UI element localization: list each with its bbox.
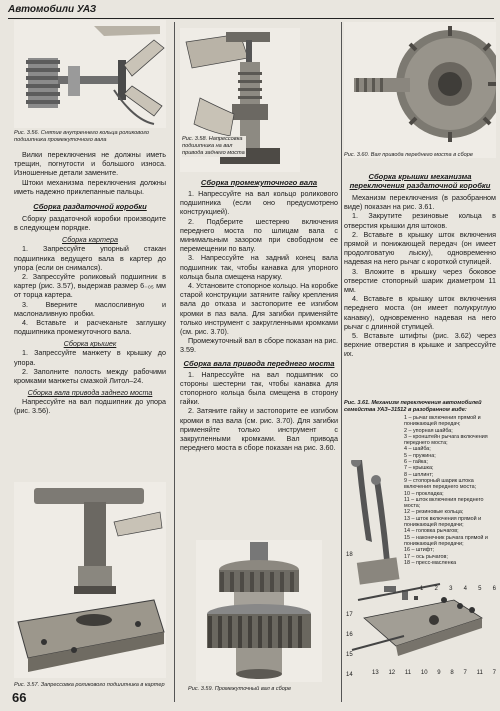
callout-label: 9 <box>437 670 441 676</box>
callout-label: 5 <box>478 586 482 592</box>
paragraph: 2. Заполните полость между рабочими кромками манжеты смазкой Литол–24. <box>14 366 166 386</box>
callout-label: 7 <box>463 670 467 676</box>
callout-label: 12 <box>388 670 396 676</box>
legend-item: 5 – пружина; <box>404 452 436 459</box>
paragraph: 1. Запрессуйте манжету в крышку до упора. <box>14 348 166 367</box>
figure-3-61 <box>344 460 496 700</box>
section-heading: Сборка промежуточного вала <box>200 178 318 187</box>
paragraph: Механизм переключения (в разобранном виде) показан на рис. 3.61. <box>344 193 496 212</box>
figure-3-60 <box>344 22 496 158</box>
page-number: 66 <box>12 690 27 705</box>
legend-item: 17 – ось рычагов; <box>404 553 448 560</box>
paragraph: 2. Подберите шестерню включения переднего моста по шлицам вала с минимальным зазором при свободном ее перемещении по валу. <box>180 216 338 254</box>
section-heading: Сборка вала привода переднего моста <box>183 358 335 368</box>
callout-label: 13 <box>372 670 379 676</box>
paragraph: 4. Вставьте и расчеканьте заглушку подшипника промежуточного вала. <box>14 318 166 337</box>
legend-item: 18 – пресс-масленка <box>404 559 457 566</box>
paragraph: 1. Запрессуйте упорный стакан подшипника ведущего вала в картер до упора (если он снимался). <box>14 244 166 272</box>
legend-item: 3 – кронштейн рычага включения переднего моста; <box>404 433 488 447</box>
paragraph: Сборку раздаточной коробки производите в следующем порядке. <box>14 214 166 233</box>
callout-label: 17 <box>346 612 353 618</box>
callout-label: 2 <box>434 586 438 592</box>
figure-caption: Рис. 3.61. Механизм переключения автомобилей семейства УАЗ–31512 в разобранном виде: <box>344 400 482 413</box>
subsection-heading: Сборка картера <box>62 235 118 245</box>
callout-label: 11 <box>476 670 483 676</box>
paragraph: 1. Закрутите резиновые кольца в отверстия крышки для штоков. <box>344 211 496 230</box>
paragraph: 3. Напрессуйте на задний конец вала подшипник так, чтобы канавка для упорного кольца была смещена наружу. <box>180 253 338 281</box>
legend-item: 6 – гайка; <box>404 459 428 466</box>
callout-label: 7 <box>492 670 496 676</box>
legend-item: 1 – рычаг включения прямой и понижающей передач; <box>404 415 481 428</box>
callout-label: 4 <box>463 586 467 592</box>
callout-label: 11 <box>404 670 412 676</box>
paragraph: 4. Установите стопорное кольцо. На коробке старой конструкции затяните гайку крепления вала до отказа и застопорите ее изгибом кромки в паз вала. Для загибки применяйте только инструмент с закругленными кромками (см. рис. 3.70). <box>180 281 338 337</box>
callout-label: 6 <box>492 586 496 592</box>
column-divider <box>341 22 342 702</box>
figure-caption: Рис. 3.57. Запрессовка роликового подшипника в картер <box>14 682 165 688</box>
legend-item: 11 – шток включения переднего моста; <box>404 496 484 510</box>
legend-item: 13 – шток включения прямой и понижающей передачи; <box>404 515 482 529</box>
paragraph: 3. Вверните маслосливную и маслоналивную пробки. <box>14 299 166 318</box>
paragraph: 3. Вложите в крышку через боковое отверстие стопорный шарик диаметром 11 мм. <box>344 266 496 295</box>
figure-caption: Рис. 3.56. Снятие внутреннего кольца роликового подшипника промежуточного вала <box>14 130 150 143</box>
callout-label: 3 <box>449 586 453 592</box>
callout-label: 15 <box>346 652 353 658</box>
figure-3-59 <box>196 540 322 682</box>
figure-3-57 <box>14 482 166 678</box>
paragraph: Штоки механизма переключения должны иметь надежно приклепанные пальцы. <box>14 177 166 196</box>
subsection-heading: Сборка вала привода заднего моста <box>27 388 153 398</box>
legend-item: 15 – наконечник рычага прямой и понижающей передачи; <box>404 534 488 547</box>
paragraph: 1. Напрессуйте на вал подшипник со стороны шестерни так, чтобы канавка для стопорного кольца была смещена в сторону гайки. <box>180 369 338 407</box>
callout-label: 16 <box>346 632 353 638</box>
page-header <box>8 4 494 19</box>
section-heading: Сборка крышки механизма переключения раздаточной коробки <box>349 172 491 190</box>
legend-item: 9 – стопорный шарик штока включения переднего моста; <box>404 477 477 491</box>
figure-3-61-caption-block <box>344 400 496 414</box>
legend-item: 4 – шайба; <box>404 446 431 453</box>
legend-item: 7 – крышка; <box>404 465 434 472</box>
paragraph: 4. Вставьте в крышку шток включения переднего моста (он имеет полукруглую канавку), одновременно надевая на него рычаг с длинной ступицей. <box>344 294 496 331</box>
figure-caption: Рис. 3.59. Промежуточный вал в сборе <box>188 686 292 692</box>
legend-item: 2 – упорная шайба; <box>404 427 453 434</box>
callout-label: 14 <box>346 672 353 678</box>
legend-item: 14 – головка рычагов; <box>404 528 459 535</box>
paragraph: Напрессуйте на вал подшипник до упора (рис. 3.56). <box>14 397 166 416</box>
figure-3-56 <box>14 20 166 128</box>
paragraph: 2. Вставьте в крышку шток включения прямой и понижающей передач (он имеет продолговатую лыску), одновременно надевая на него рычаг с короткой ступицей. <box>344 229 496 267</box>
legend-item: 12 – резиновые кольца; <box>404 509 464 516</box>
legend-item: 10 – прокладка; <box>404 490 444 497</box>
paragraph: 1. Напрессуйте на вал кольцо роликового подшипника (если оно предусмотрено конструкцией). <box>180 189 338 217</box>
paragraph: Вилки переключения не должны иметь трещин, погнутости и большого износа. Изношенные детали замените. <box>14 150 166 178</box>
callout-label: 10 <box>420 670 428 676</box>
section-heading: Сборка раздаточной коробки <box>33 202 147 212</box>
column-divider <box>174 22 175 702</box>
paragraph: 2. Затяните гайку и застопорите ее изгибом кромки в паз вала (см. рис. 3.70). Для загибки применяйте только инструмент с закругленными кромками. Вал привода переднего моста в сборе показан на рис. 3.60. <box>180 406 338 453</box>
figure-caption: Рис. 3.58. Напрессовка подшипника на вал привода заднего моста <box>182 136 245 156</box>
subsection-heading: Сборка крышек <box>63 339 117 349</box>
legend-item: 16 – штифт; <box>404 547 435 554</box>
callout-label: 8 <box>450 670 454 676</box>
callout-label: 18 <box>346 552 353 558</box>
paragraph: Промежуточный вал в сборе показан на рис. 3.59. <box>180 336 338 355</box>
figure-caption: Рис. 3.60. Вал привода переднего моста в сборе <box>344 152 473 158</box>
callout-label: 1 <box>420 586 424 592</box>
paragraph: 2. Запрессуйте роликовый подшипник в картер (рис. 3.57), выдержав размер 6₋₀₅ мм от торца картера. <box>14 272 166 300</box>
legend-item: 8 – шплинт; <box>404 471 434 478</box>
header-title: Автомобили УАЗ <box>8 4 97 15</box>
paragraph: 5. Вставьте штифты (рис. 3.62) через верхние отверстия в крышке и запрессуйте их. <box>344 331 496 359</box>
